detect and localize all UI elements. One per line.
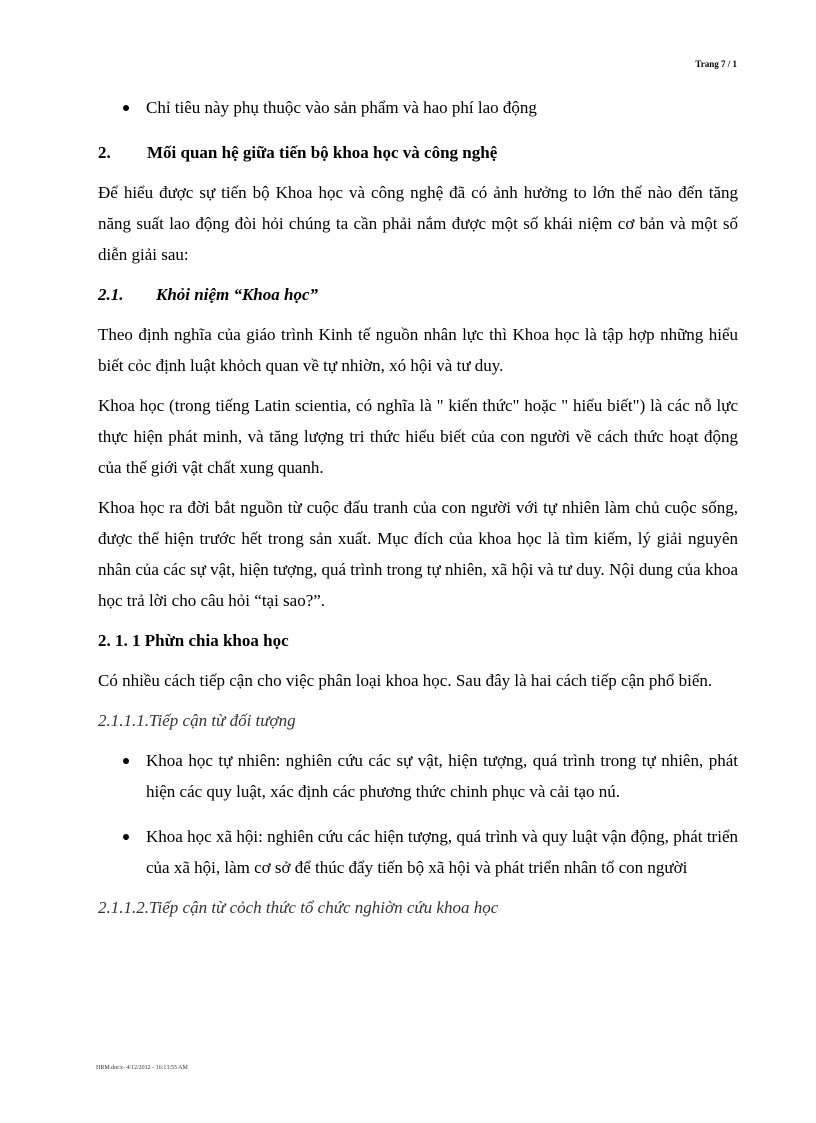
section-title: Mối quan hệ giữa tiến bộ khoa học và công nghệ [147, 143, 498, 162]
paragraph-definition-1: Theo định nghĩa của giáo trình Kinh tế nguồn nhân lực thì Khoa học là tập hợp những hiểu biết cỏc định luật khỏch quan về tự nhiờn, xó hội và tư duy. [98, 325, 738, 375]
section-number: 2.1. [98, 285, 124, 304]
bullet-item [98, 745, 738, 807]
paragraph-intro: Để hiểu được sự tiến bộ Khoa học và công nghệ đã có ảnh hưởng to lớn thế nào đến tăng năng suất lao động đòi hỏi chúng ta cần phải nắm được một số khái niệm cơ bản và một số diễn giải sau: [98, 183, 738, 264]
bullet-item [98, 92, 738, 123]
paragraph-classification: Có nhiều cách tiếp cận cho việc phân loại khoa học. Sau đây là hai cách tiếp cận phổ biến. [98, 671, 713, 690]
page-number: Trang 7 / 1 [695, 59, 737, 69]
page-footer: HRM.docx- 4/12/2012 - 16:13:55 AM [96, 1065, 188, 1071]
bullet-dot-icon [123, 758, 129, 764]
paragraph-definition-3: Khoa học ra đời bắt nguồn từ cuộc đấu tranh của con người với tự nhiên làm chủ cuộc sống, được thể hiện trước hết trong sản xuất. Mục đích của khoa học là tìm kiếm, lý giải nguyên nhân của các sự vật, hiện tượng, quá trình trong tự nhiên, xã hội và tư duy. Nội dung của khoa học trả lời cho câu hỏi “tại sao?”. [98, 498, 738, 610]
bullet-dot-icon [123, 105, 129, 111]
bullet-item [98, 821, 738, 883]
bullet-text: Chỉ tiêu này phụ thuộc vào sản phẩm và hao phí lao động [146, 98, 537, 117]
subsection-heading-2-1-1-2: 2.1.1.2.Tiếp cận từ cỏch thức tổ chức nghiờn cứu khoa học [98, 898, 499, 917]
paragraph-definition-2: Khoa học (trong tiếng Latin scientia, có nghĩa là " kiến thức" hoặc " hiểu biết") là các nỗ lực thực hiện phát minh, và tăng lượng tri thức hiểu biết của con người về cách thức hoạt động của thế giới vật chất xung quanh. [98, 396, 738, 477]
document-body [98, 92, 738, 923]
section-heading-2 [98, 137, 738, 168]
section-number: 2. [98, 143, 111, 162]
subsection-heading-2-1-1-1: 2.1.1.1.Tiếp cận từ đối tượng [98, 711, 296, 730]
bullet-dot-icon [123, 834, 129, 840]
section-heading-2-1 [98, 279, 738, 310]
bullet-text: Khoa học tự nhiên: nghiên cứu các sự vật, hiện tượng, quá trình trong tự nhiên, phát hiện các quy luật, xác định các phương thức chinh phục và cải tạo nú. [146, 751, 738, 801]
section-heading-2-1-1: 2. 1. 1 Phừn chia khoa học [98, 631, 289, 650]
bullet-text: Khoa học xã hội: nghiên cứu các hiện tượng, quá trình và quy luật vận động, phát triển của xã hội, làm cơ sở để thúc đẩy tiến bộ xã hội và phát triển nhân tố con người [146, 827, 738, 877]
section-title: Khỏi niệm “Khoa học” [156, 285, 319, 304]
